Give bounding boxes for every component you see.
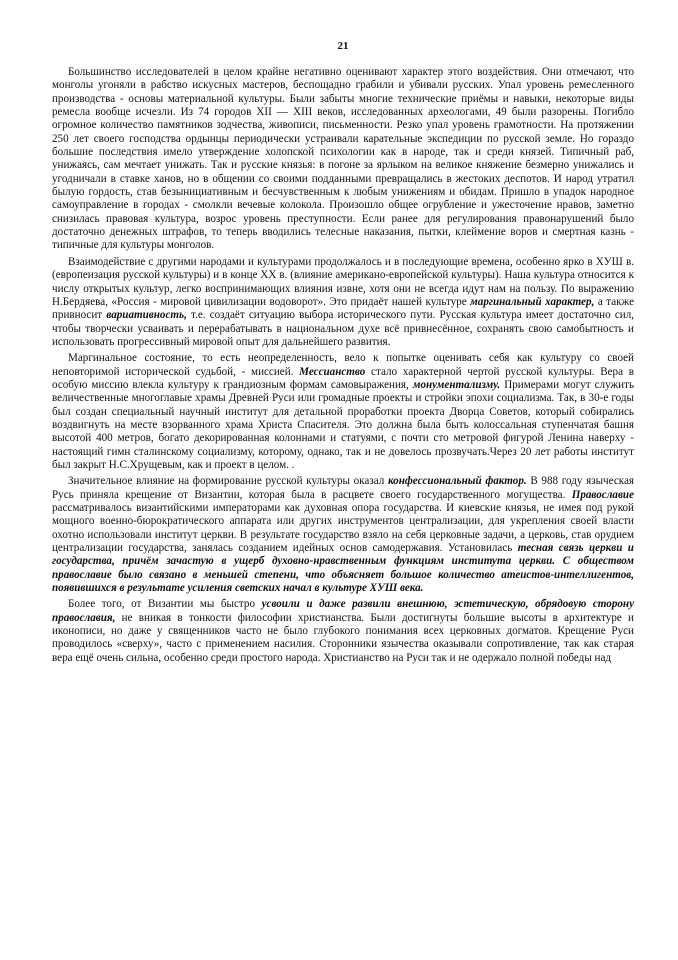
text-run: т.е. создаёт ситуацию выбора исторического пути. Русская культура имеет достаточно сил, чтобы творчески усваивать и перерабатывать в национальном духе всё привнесённое, сохранять свою самобытность и использовать прогрессивный мировой опыт для дальнейшего развития. [52,309,635,348]
emphasis-term: Мессианство [299,365,366,378]
text-run: Значительное влияние на формирование русской культуры оказал [68,475,388,488]
text-run: Маргинальное состояние, то есть неопределенность, вело к попытке оценивать себя как культуру со своей неповторимой исторической судьбой, - миссией. [52,352,634,378]
emphasis-term: тесная связь церкви и государства, причём зачастую в ущерб духовно-нравственным функциям института церкви. С обществом православие было связано в меньшей степени, что объясняет большое количество атеистов-интеллигентов, появившихся в результате усиления светских начал в культуре ХУШ века. [52,542,634,595]
emphasis-term: конфессиональный фактор. [387,475,527,488]
body-text [52,66,634,665]
paragraph-cultural-interaction [52,256,634,349]
paragraph-byzantine-ritual [52,598,634,665]
paragraph-mongol-impact [52,66,634,253]
emphasis-term: Православие [571,488,634,501]
text-run: Большинство исследователей в целом крайне негативно оценивают характер этого воздействия. Они отмечают, что монголы угоняли в рабство искусных мастеров, беспощадно грабили и убивали русских. Упал уровень ремесленного производства - основы материальной культуры. Были забыты многие технические приёмы и навыки, некоторые виды ремесла вообще исчезли. Из 74 городов XII — XIII веков, исследованных археологами, 49 были разорены. Погибло огромное количество памятников зодчества, живописи, письменности. Резко упал уровень грамотности. На протяжении 250 лет своего господства ордынцы периодически устраивали карательные экспедиции по русской земле. Но гораздо большие последствия имело утверждение холопской психологии как в народе, так и среди князей. Типичный раб, унижаясь, сам мечтает унижать. Так и русские князья: в погоне за ярлыком на великое княжение безмерно унижались и угодничали в ставке ханов, но в общении со своими подданными превращались в жестоких деспотов. И народ утратил былую гордость, став безынициативным и бесчувственным к любым унижениям и обидам. Пришло в упадок народное самоуправление в городах - смолкли вечевые колокола. Произошло общее огрубление и ужесточение нравов, заметно снизилась правовая культура, возрос уровень преступности. Если ранее для регулирования правонарушений было достаточно денежных штрафов, то теперь вводились телесные наказания, пытки, клеймение воров и смертная казнь - типичные для культуры монголов. [52,66,634,252]
text-run: не вникая в тонкости философии христианства. Были достигнуты большие высоты в архитектуре и иконописи, но даже у священников часто не было глубокого понимания всех церковных догматов. Крещение Руси проводилось «сверху», часто с применением насилия. Сторонники язычества оказывали сопротивление, так как старая вера ещё очень сильна, особенно среди простого народа. Христианство на Руси так и не одержало полной победы над [52,611,634,664]
emphasis-term: вариативность, [106,309,187,322]
text-run: рассматривалось византийскими императорами как духовная опора государства. И киевские князья, не имея под рукой мощного военно-бюрократического аппарата или других инструментов централизации, для укрепления своей власти охотно использовали институт церкви. В результате государство взяло на себя церковные задачи, а церковь, став орудием централизации государства, занялась созданием идейных основ самодержавия. Установилась [52,502,634,555]
text-run: Взаимодействие с другими народами и культурами продолжалось и в последующие времена, особенно ярко в ХУШ в. (европеизация русской культуры) и в конце ХХ в. (влияние американо-европейской культуры). Наша культура относится к числу открытых культур, легко воспринимающих влияния извне, хотя они не всегда идут нам на пользу. По выражению Н.Бердяева, «Россия - мировой цивилизации водоворот». Это придаёт нашей культуре [52,255,634,308]
text-run: В 988 году языческая Русь приняла крещение от Византии, которая была в расцвете своего государственного могущества. [52,475,634,501]
emphasis-term: монументализму. [412,378,501,391]
emphasis-term: маргинальный характер, [470,295,595,308]
page-number: 21 [337,40,349,52]
paragraph-messianism [52,352,634,472]
emphasis-term: усвоили и даже развили внешнюю, эстетическую, обрядовую сторону православия, [52,598,634,624]
text-run: Примерами могут служить величественные многоглавые храмы Древней Руси или громадные проекты и стройки эпохи социализма. Так, в 30-е годы был создан специальный научный институт для детальной проработки проекта Дворца Советов, который собирались воздвигнуть на месте взорванного храма Христа Спасителя. Это должна была быть колоссальная ступенчатая башня высотой 400 метров, богато декорированная колоннами и статуями, с почти сто метровой фигурой Ленина наверху - настоящий гимн сталинскому социализму, которому, однако, так и не довелось прозвучать.Через 20 лет работы институт был закрыт Н.С.Хрущевым, как и проект в целом. . [52,378,635,471]
text-run: а также привносит [52,295,634,322]
paragraph-confessional-factor [52,475,634,595]
text-run: стало характерной чертой русской культуры. Вера в особую миссию влекла культуру к грандиозным формам самовыражения, [52,365,634,391]
text-run: Более того, от Византии мы быстро [68,598,262,611]
